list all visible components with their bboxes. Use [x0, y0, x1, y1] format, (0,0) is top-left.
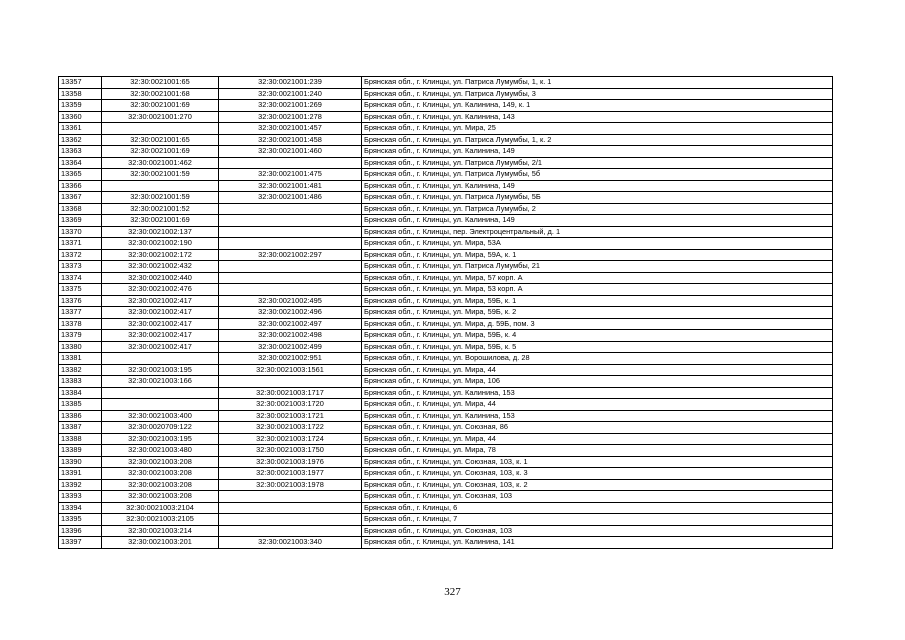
address-cell: Брянская обл., г. Клинцы, 6	[362, 502, 833, 514]
address-cell: Брянская обл., г. Клинцы, ул. Мира, 44	[362, 364, 833, 376]
row-number-cell: 13388	[59, 433, 102, 445]
object-cadastral-number-cell: 32:30:0021002:951	[219, 353, 362, 365]
table-row	[59, 238, 833, 250]
row-number-cell: 13362	[59, 134, 102, 146]
row-number-cell: 13379	[59, 330, 102, 342]
address-cell: Брянская обл., г. Клинцы, ул. Калинина, 153	[362, 387, 833, 399]
address-cell: Брянская обл., г. Клинцы, пер. Электроцентральный, д. 1	[362, 226, 833, 238]
address-cell: Брянская обл., г. Клинцы, 7	[362, 514, 833, 526]
land-cadastral-number-cell: 32:30:0021003:480	[102, 445, 219, 457]
land-cadastral-number-cell: 32:30:0021002:417	[102, 295, 219, 307]
row-number-cell: 13365	[59, 169, 102, 181]
table-row	[59, 318, 833, 330]
row-number-cell: 13389	[59, 445, 102, 457]
address-cell: Брянская обл., г. Клинцы, ул. Патриса Лумумбы, 2	[362, 203, 833, 215]
object-cadastral-number-cell: 32:30:0021002:496	[219, 307, 362, 319]
object-cadastral-number-cell	[219, 491, 362, 503]
land-cadastral-number-cell: 32:30:0021002:440	[102, 272, 219, 284]
table-row	[59, 146, 833, 158]
table-row	[59, 215, 833, 227]
land-cadastral-number-cell	[102, 387, 219, 399]
table-row	[59, 307, 833, 319]
row-number-cell: 13369	[59, 215, 102, 227]
address-cell: Брянская обл., г. Клинцы, ул. Калинина, 149	[362, 180, 833, 192]
table-row	[59, 226, 833, 238]
row-number-cell: 13383	[59, 376, 102, 388]
object-cadastral-number-cell	[219, 514, 362, 526]
address-cell: Брянская обл., г. Клинцы, ул. Патриса Лумумбы, 3	[362, 88, 833, 100]
land-cadastral-number-cell: 32:30:0021001:462	[102, 157, 219, 169]
land-cadastral-number-cell: 32:30:0021003:195	[102, 364, 219, 376]
row-number-cell: 13375	[59, 284, 102, 296]
address-cell: Брянская обл., г. Клинцы, ул. Мира, 59Б, к. 5	[362, 341, 833, 353]
table-row	[59, 341, 833, 353]
object-cadastral-number-cell	[219, 226, 362, 238]
address-cell: Брянская обл., г. Клинцы, ул. Мира, 59А, к. 1	[362, 249, 833, 261]
land-cadastral-number-cell: 32:30:0021001:69	[102, 215, 219, 227]
address-cell: Брянская обл., г. Клинцы, ул. Союзная, 103, к. 3	[362, 468, 833, 480]
row-number-cell: 13361	[59, 123, 102, 135]
table-row	[59, 134, 833, 146]
land-cadastral-number-cell: 32:30:0021002:417	[102, 307, 219, 319]
object-cadastral-number-cell	[219, 261, 362, 273]
row-number-cell: 13391	[59, 468, 102, 480]
object-cadastral-number-cell: 32:30:0021003:1722	[219, 422, 362, 434]
land-cadastral-number-cell: 32:30:0021001:65	[102, 134, 219, 146]
address-cell: Брянская обл., г. Клинцы, ул. Патриса Лумумбы, 2/1	[362, 157, 833, 169]
row-number-cell: 13390	[59, 456, 102, 468]
object-cadastral-number-cell: 32:30:0021001:240	[219, 88, 362, 100]
table-row	[59, 456, 833, 468]
object-cadastral-number-cell: 32:30:0021003:1561	[219, 364, 362, 376]
address-cell: Брянская обл., г. Клинцы, ул. Мира, 44	[362, 433, 833, 445]
address-cell: Брянская обл., г. Клинцы, ул. Мира, 25	[362, 123, 833, 135]
row-number-cell: 13381	[59, 353, 102, 365]
table-row	[59, 491, 833, 503]
object-cadastral-number-cell	[219, 203, 362, 215]
row-number-cell: 13359	[59, 100, 102, 112]
table-row	[59, 330, 833, 342]
address-cell: Брянская обл., г. Клинцы, ул. Патриса Лумумбы, 21	[362, 261, 833, 273]
table-row	[59, 502, 833, 514]
row-number-cell: 13364	[59, 157, 102, 169]
land-cadastral-number-cell: 32:30:0021003:400	[102, 410, 219, 422]
table-row	[59, 537, 833, 549]
table-row	[59, 272, 833, 284]
table-row	[59, 77, 833, 89]
table-row	[59, 399, 833, 411]
row-number-cell: 13371	[59, 238, 102, 250]
object-cadastral-number-cell: 32:30:0021001:269	[219, 100, 362, 112]
land-cadastral-number-cell: 32:30:0021003:208	[102, 456, 219, 468]
object-cadastral-number-cell	[219, 272, 362, 284]
table-row	[59, 203, 833, 215]
object-cadastral-number-cell: 32:30:0021003:1721	[219, 410, 362, 422]
land-cadastral-number-cell: 32:30:0021001:69	[102, 146, 219, 158]
address-cell: Брянская обл., г. Клинцы, ул. Патриса Лумумбы, 5Б	[362, 192, 833, 204]
table-row	[59, 364, 833, 376]
table-row	[59, 180, 833, 192]
land-cadastral-number-cell: 32:30:0020709:122	[102, 422, 219, 434]
object-cadastral-number-cell	[219, 376, 362, 388]
land-cadastral-number-cell: 32:30:0021003:2104	[102, 502, 219, 514]
table-row	[59, 284, 833, 296]
land-cadastral-number-cell: 32:30:0021002:190	[102, 238, 219, 250]
address-cell: Брянская обл., г. Клинцы, ул. Патриса Лумумбы, 1, к. 1	[362, 77, 833, 89]
table-row	[59, 525, 833, 537]
land-cadastral-number-cell: 32:30:0021002:432	[102, 261, 219, 273]
object-cadastral-number-cell: 32:30:0021001:457	[219, 123, 362, 135]
row-number-cell: 13380	[59, 341, 102, 353]
address-cell: Брянская обл., г. Клинцы, ул. Ворошилова, д. 28	[362, 353, 833, 365]
address-cell: Брянская обл., г. Клинцы, ул. Союзная, 86	[362, 422, 833, 434]
object-cadastral-number-cell: 32:30:0021001:486	[219, 192, 362, 204]
object-cadastral-number-cell	[219, 238, 362, 250]
object-cadastral-number-cell: 32:30:0021001:481	[219, 180, 362, 192]
land-cadastral-number-cell: 32:30:0021003:2105	[102, 514, 219, 526]
land-cadastral-number-cell: 32:30:0021002:476	[102, 284, 219, 296]
land-cadastral-number-cell: 32:30:0021002:417	[102, 341, 219, 353]
row-number-cell: 13366	[59, 180, 102, 192]
row-number-cell: 13392	[59, 479, 102, 491]
address-cell: Брянская обл., г. Клинцы, ул. Союзная, 103	[362, 491, 833, 503]
row-number-cell: 13378	[59, 318, 102, 330]
object-cadastral-number-cell	[219, 525, 362, 537]
address-cell: Брянская обл., г. Клинцы, ул. Мира, 59Б, к. 4	[362, 330, 833, 342]
land-cadastral-number-cell: 32:30:0021001:69	[102, 100, 219, 112]
land-cadastral-number-cell: 32:30:0021003:208	[102, 491, 219, 503]
table-row	[59, 100, 833, 112]
address-cell: Брянская обл., г. Клинцы, ул. Мира, 44	[362, 399, 833, 411]
object-cadastral-number-cell: 32:30:0021001:460	[219, 146, 362, 158]
row-number-cell: 13372	[59, 249, 102, 261]
land-cadastral-number-cell: 32:30:0021003:208	[102, 479, 219, 491]
table-row	[59, 123, 833, 135]
land-cadastral-number-cell: 32:30:0021002:417	[102, 318, 219, 330]
row-number-cell: 13357	[59, 77, 102, 89]
land-cadastral-number-cell: 32:30:0021001:59	[102, 192, 219, 204]
object-cadastral-number-cell	[219, 502, 362, 514]
land-cadastral-number-cell: 32:30:0021001:270	[102, 111, 219, 123]
land-cadastral-number-cell	[102, 399, 219, 411]
registry-table	[58, 76, 833, 549]
row-number-cell: 13397	[59, 537, 102, 549]
row-number-cell: 13387	[59, 422, 102, 434]
table-row	[59, 249, 833, 261]
object-cadastral-number-cell: 32:30:0021002:499	[219, 341, 362, 353]
address-cell: Брянская обл., г. Клинцы, ул. Мира, 57 корп. А	[362, 272, 833, 284]
address-cell: Брянская обл., г. Клинцы, ул. Союзная, 103	[362, 525, 833, 537]
row-number-cell: 13370	[59, 226, 102, 238]
address-cell: Брянская обл., г. Клинцы, ул. Калинина, 143	[362, 111, 833, 123]
object-cadastral-number-cell: 32:30:0021003:340	[219, 537, 362, 549]
land-cadastral-number-cell: 32:30:0021002:172	[102, 249, 219, 261]
table-row	[59, 410, 833, 422]
table-row	[59, 479, 833, 491]
object-cadastral-number-cell: 32:30:0021003:1724	[219, 433, 362, 445]
table-row	[59, 353, 833, 365]
address-cell: Брянская обл., г. Клинцы, ул. Союзная, 103, к. 1	[362, 456, 833, 468]
address-cell: Брянская обл., г. Клинцы, ул. Патриса Лумумбы, 1, к. 2	[362, 134, 833, 146]
land-cadastral-number-cell: 32:30:0021003:201	[102, 537, 219, 549]
object-cadastral-number-cell: 32:30:0021002:297	[219, 249, 362, 261]
table-row	[59, 169, 833, 181]
table-row	[59, 111, 833, 123]
row-number-cell: 13373	[59, 261, 102, 273]
object-cadastral-number-cell: 32:30:0021003:1717	[219, 387, 362, 399]
table-row	[59, 468, 833, 480]
object-cadastral-number-cell: 32:30:0021001:475	[219, 169, 362, 181]
table-row	[59, 433, 833, 445]
land-cadastral-number-cell	[102, 353, 219, 365]
table-row	[59, 192, 833, 204]
row-number-cell: 13386	[59, 410, 102, 422]
row-number-cell: 13393	[59, 491, 102, 503]
row-number-cell: 13376	[59, 295, 102, 307]
land-cadastral-number-cell: 32:30:0021001:68	[102, 88, 219, 100]
table-row	[59, 157, 833, 169]
object-cadastral-number-cell: 32:30:0021001:278	[219, 111, 362, 123]
object-cadastral-number-cell: 32:30:0021003:1750	[219, 445, 362, 457]
row-number-cell: 13367	[59, 192, 102, 204]
land-cadastral-number-cell	[102, 180, 219, 192]
object-cadastral-number-cell: 32:30:0021002:497	[219, 318, 362, 330]
land-cadastral-number-cell: 32:30:0021001:52	[102, 203, 219, 215]
row-number-cell: 13394	[59, 502, 102, 514]
row-number-cell: 13385	[59, 399, 102, 411]
object-cadastral-number-cell: 32:30:0021003:1978	[219, 479, 362, 491]
object-cadastral-number-cell	[219, 284, 362, 296]
object-cadastral-number-cell	[219, 215, 362, 227]
address-cell: Брянская обл., г. Клинцы, ул. Калинина, 149	[362, 215, 833, 227]
row-number-cell: 13358	[59, 88, 102, 100]
object-cadastral-number-cell: 32:30:0021003:1720	[219, 399, 362, 411]
address-cell: Брянская обл., г. Клинцы, ул. Мира, 53А	[362, 238, 833, 250]
object-cadastral-number-cell: 32:30:0021003:1977	[219, 468, 362, 480]
table-row	[59, 422, 833, 434]
row-number-cell: 13374	[59, 272, 102, 284]
land-cadastral-number-cell: 32:30:0021001:65	[102, 77, 219, 89]
land-cadastral-number-cell: 32:30:0021002:417	[102, 330, 219, 342]
land-cadastral-number-cell: 32:30:0021002:137	[102, 226, 219, 238]
row-number-cell: 13384	[59, 387, 102, 399]
land-cadastral-number-cell: 32:30:0021003:208	[102, 468, 219, 480]
address-cell: Брянская обл., г. Клинцы, ул. Союзная, 103, к. 2	[362, 479, 833, 491]
row-number-cell: 13395	[59, 514, 102, 526]
address-cell: Брянская обл., г. Клинцы, ул. Патриса Лумумбы, 5б	[362, 169, 833, 181]
address-cell: Брянская обл., г. Клинцы, ул. Мира, 53 корп. А	[362, 284, 833, 296]
land-cadastral-number-cell: 32:30:0021001:59	[102, 169, 219, 181]
row-number-cell: 13382	[59, 364, 102, 376]
address-cell: Брянская обл., г. Клинцы, ул. Мира, 59Б, к. 2	[362, 307, 833, 319]
object-cadastral-number-cell: 32:30:0021002:498	[219, 330, 362, 342]
land-cadastral-number-cell: 32:30:0021003:195	[102, 433, 219, 445]
address-cell: Брянская обл., г. Клинцы, ул. Калинина, 141	[362, 537, 833, 549]
object-cadastral-number-cell: 32:30:0021001:239	[219, 77, 362, 89]
table-row	[59, 445, 833, 457]
address-cell: Брянская обл., г. Клинцы, ул. Калинина, 153	[362, 410, 833, 422]
address-cell: Брянская обл., г. Клинцы, ул. Мира, 59Б, к. 1	[362, 295, 833, 307]
address-cell: Брянская обл., г. Клинцы, ул. Мира, д. 59Б, пом. 3	[362, 318, 833, 330]
table-row	[59, 387, 833, 399]
row-number-cell: 13396	[59, 525, 102, 537]
address-cell: Брянская обл., г. Клинцы, ул. Мира, 106	[362, 376, 833, 388]
registry-table-body	[59, 77, 833, 549]
address-cell: Брянская обл., г. Клинцы, ул. Мира, 78	[362, 445, 833, 457]
row-number-cell: 13363	[59, 146, 102, 158]
page-number: 327	[444, 586, 461, 598]
address-cell: Брянская обл., г. Клинцы, ул. Калинина, 149, к. 1	[362, 100, 833, 112]
land-cadastral-number-cell: 32:30:0021003:166	[102, 376, 219, 388]
table-row	[59, 295, 833, 307]
object-cadastral-number-cell: 32:30:0021003:1976	[219, 456, 362, 468]
land-cadastral-number-cell	[102, 123, 219, 135]
row-number-cell: 13377	[59, 307, 102, 319]
land-cadastral-number-cell: 32:30:0021003:214	[102, 525, 219, 537]
object-cadastral-number-cell	[219, 157, 362, 169]
table-row	[59, 514, 833, 526]
table-row	[59, 376, 833, 388]
table-row	[59, 88, 833, 100]
row-number-cell: 13368	[59, 203, 102, 215]
row-number-cell: 13360	[59, 111, 102, 123]
object-cadastral-number-cell: 32:30:0021001:458	[219, 134, 362, 146]
object-cadastral-number-cell: 32:30:0021002:495	[219, 295, 362, 307]
address-cell: Брянская обл., г. Клинцы, ул. Калинина, 149	[362, 146, 833, 158]
table-row	[59, 261, 833, 273]
